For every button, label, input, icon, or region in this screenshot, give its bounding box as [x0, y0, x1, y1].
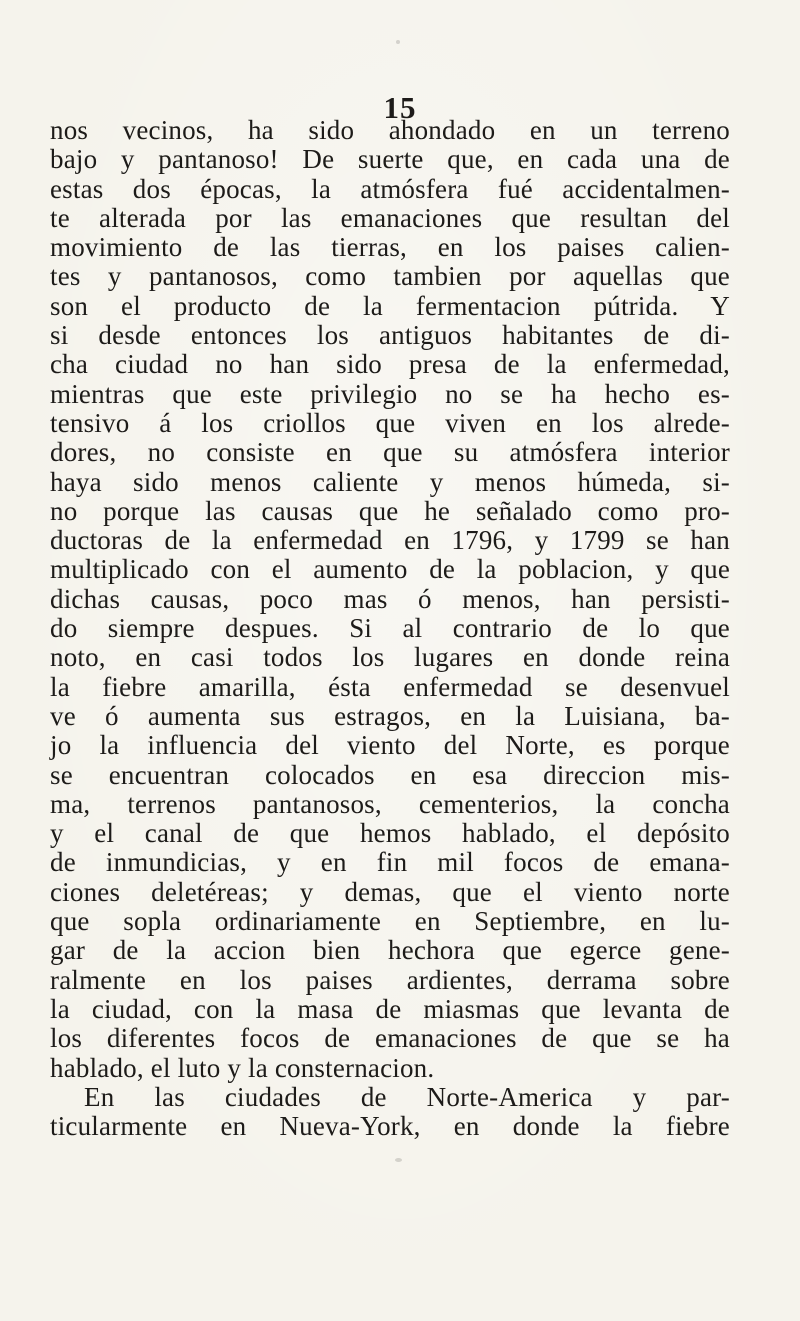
text-line: noto, en casi todos los lugares en donde reina: [50, 642, 730, 673]
text-line: dores, no consiste en que su atmósfera interior: [50, 437, 730, 468]
text-line: dichas causas, poco mas ó menos, han persisti-: [50, 583, 730, 614]
text-line: no porque las causas que he señalado como pro-: [50, 495, 730, 526]
text-line: te alterada por las emanaciones que resultan del: [50, 202, 730, 233]
text-line: se encuentran colocados en esa direccion mis-: [50, 759, 730, 790]
text-line: ticularmente en Nueva-York, en donde la fiebre: [50, 1111, 730, 1142]
text-line: multiplicado con el aumento de la poblacion, y que: [50, 554, 730, 585]
text-line: son el producto de la fermentacion pútrida. Y: [50, 290, 730, 321]
text-line: gar de la accion bien hechora que egerce gene-: [50, 935, 730, 966]
page-number: 15: [383, 90, 417, 125]
text-line: de inmundicias, y en fin mil focos de emana-: [50, 847, 730, 878]
text-line: En las ciudades de Norte-America y par-: [84, 1081, 730, 1112]
ink-speck: [396, 40, 400, 44]
text-line: hablado, el luto y la consternacion.: [50, 1052, 435, 1083]
body-text: [50, 116, 730, 1141]
text-line: jo la influencia del viento del Norte, es porque: [50, 730, 730, 761]
text-line: la fiebre amarilla, ésta enfermedad se desenvuel: [50, 671, 730, 702]
text-line: y el canal de que hemos hablado, el depósito: [50, 818, 730, 849]
text-line: ma, terrenos pantanosos, cementerios, la concha: [50, 788, 730, 819]
text-line: mientras que este privilegio no se ha hecho es-: [50, 378, 730, 409]
text-line: tensivo á los criollos que viven en los alrede-: [50, 407, 730, 438]
text-line: cha ciudad no han sido presa de la enfermedad,: [50, 349, 730, 380]
text-line: ductoras de la enfermedad en 1796, y 1799 se han: [50, 525, 730, 556]
text-line: bajo y pantanoso! De suerte que, en cada una de: [50, 144, 730, 175]
text-line: si desde entonces los antiguos habitantes de di-: [50, 320, 730, 351]
text-line: que sopla ordinariamente en Septiembre, en lu-: [50, 906, 730, 937]
text-line: haya sido menos caliente y menos húmeda, si-: [50, 466, 730, 497]
text-line: tes y pantanosos, como tambien por aquellas que: [50, 261, 730, 292]
text-line: movimiento de las tierras, en los paises calien-: [50, 232, 730, 263]
text-line: estas dos épocas, la atmósfera fué accidentalmen-: [50, 173, 730, 204]
ink-speck: [395, 1158, 402, 1162]
text-line: los diferentes focos de emanaciones de que se ha: [50, 1023, 730, 1054]
text-line: la ciudad, con la masa de miasmas que levanta de: [50, 993, 730, 1024]
text-line: ralmente en los paises ardientes, derrama sobre: [50, 964, 730, 995]
text-line: ve ó aumenta sus estragos, en la Luisiana, ba-: [50, 700, 730, 731]
text-line: nos vecinos, ha sido ahondado en un terreno: [50, 115, 730, 145]
text-line: ciones deletéreas; y demas, que el viento norte: [50, 876, 730, 907]
text-line: do siempre despues. Si al contrario de lo que: [50, 613, 730, 644]
